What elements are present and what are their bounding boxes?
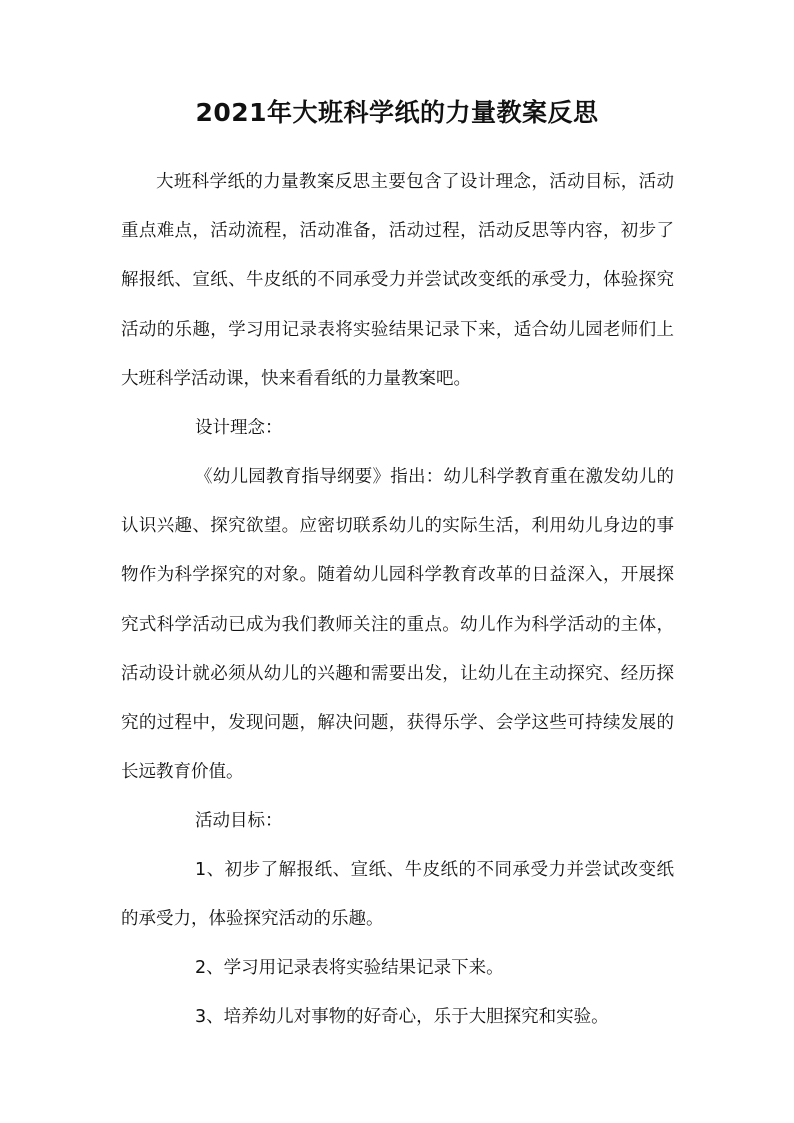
document-title: 2021年大班科学纸的力量教案反思 bbox=[195, 98, 599, 127]
design-concept-paragraph: 《幼儿园教育指导纲要》指出：幼儿科学教育重在激发幼儿的认识兴趣、探究欲望。应密切联系幼儿的实际生活，利用幼儿身边的事物作为科学探究的对象。随着幼儿园科学教育改革的日益深入，开展探究式科学活动已成为我们教师关注的重点。幼儿作为科学活动的主体，活动设计就必须从幼儿的兴趣和需要出发，让幼儿在主动探究、经历探究的过程中，发现问题，解决问题，获得乐学、会学这些可持续发展的长远教育价值。 bbox=[121, 467, 674, 783]
design-concept-heading: 设计理念： bbox=[195, 418, 283, 438]
activity-goal-item: 3、培养幼儿对事物的好奇心，乐于大胆探究和实验。 bbox=[195, 1007, 609, 1027]
activity-goal-item: 1、初步了解报纸、宣纸、牛皮纸的不同承受力并尝试改变纸的承受力，体验探究活动的乐趣。 bbox=[121, 860, 674, 930]
activity-goals-heading: 活动目标： bbox=[195, 811, 283, 831]
intro-paragraph: 大班科学纸的力量教案反思主要包含了设计理念，活动目标，活动重点难点，活动流程，活动准备，活动过程，活动反思等内容，初步了解报纸、宣纸、牛皮纸的不同承受力并尝试改变纸的承受力，体验探究活动的乐趣，学习用记录表将实验结果记录下来，适合幼儿园老师们上大班科学活动课，快来看看纸的力量教案吧。 bbox=[121, 172, 674, 389]
activity-goal-item: 2、学习用记录表将实验结果记录下来。 bbox=[195, 958, 504, 978]
